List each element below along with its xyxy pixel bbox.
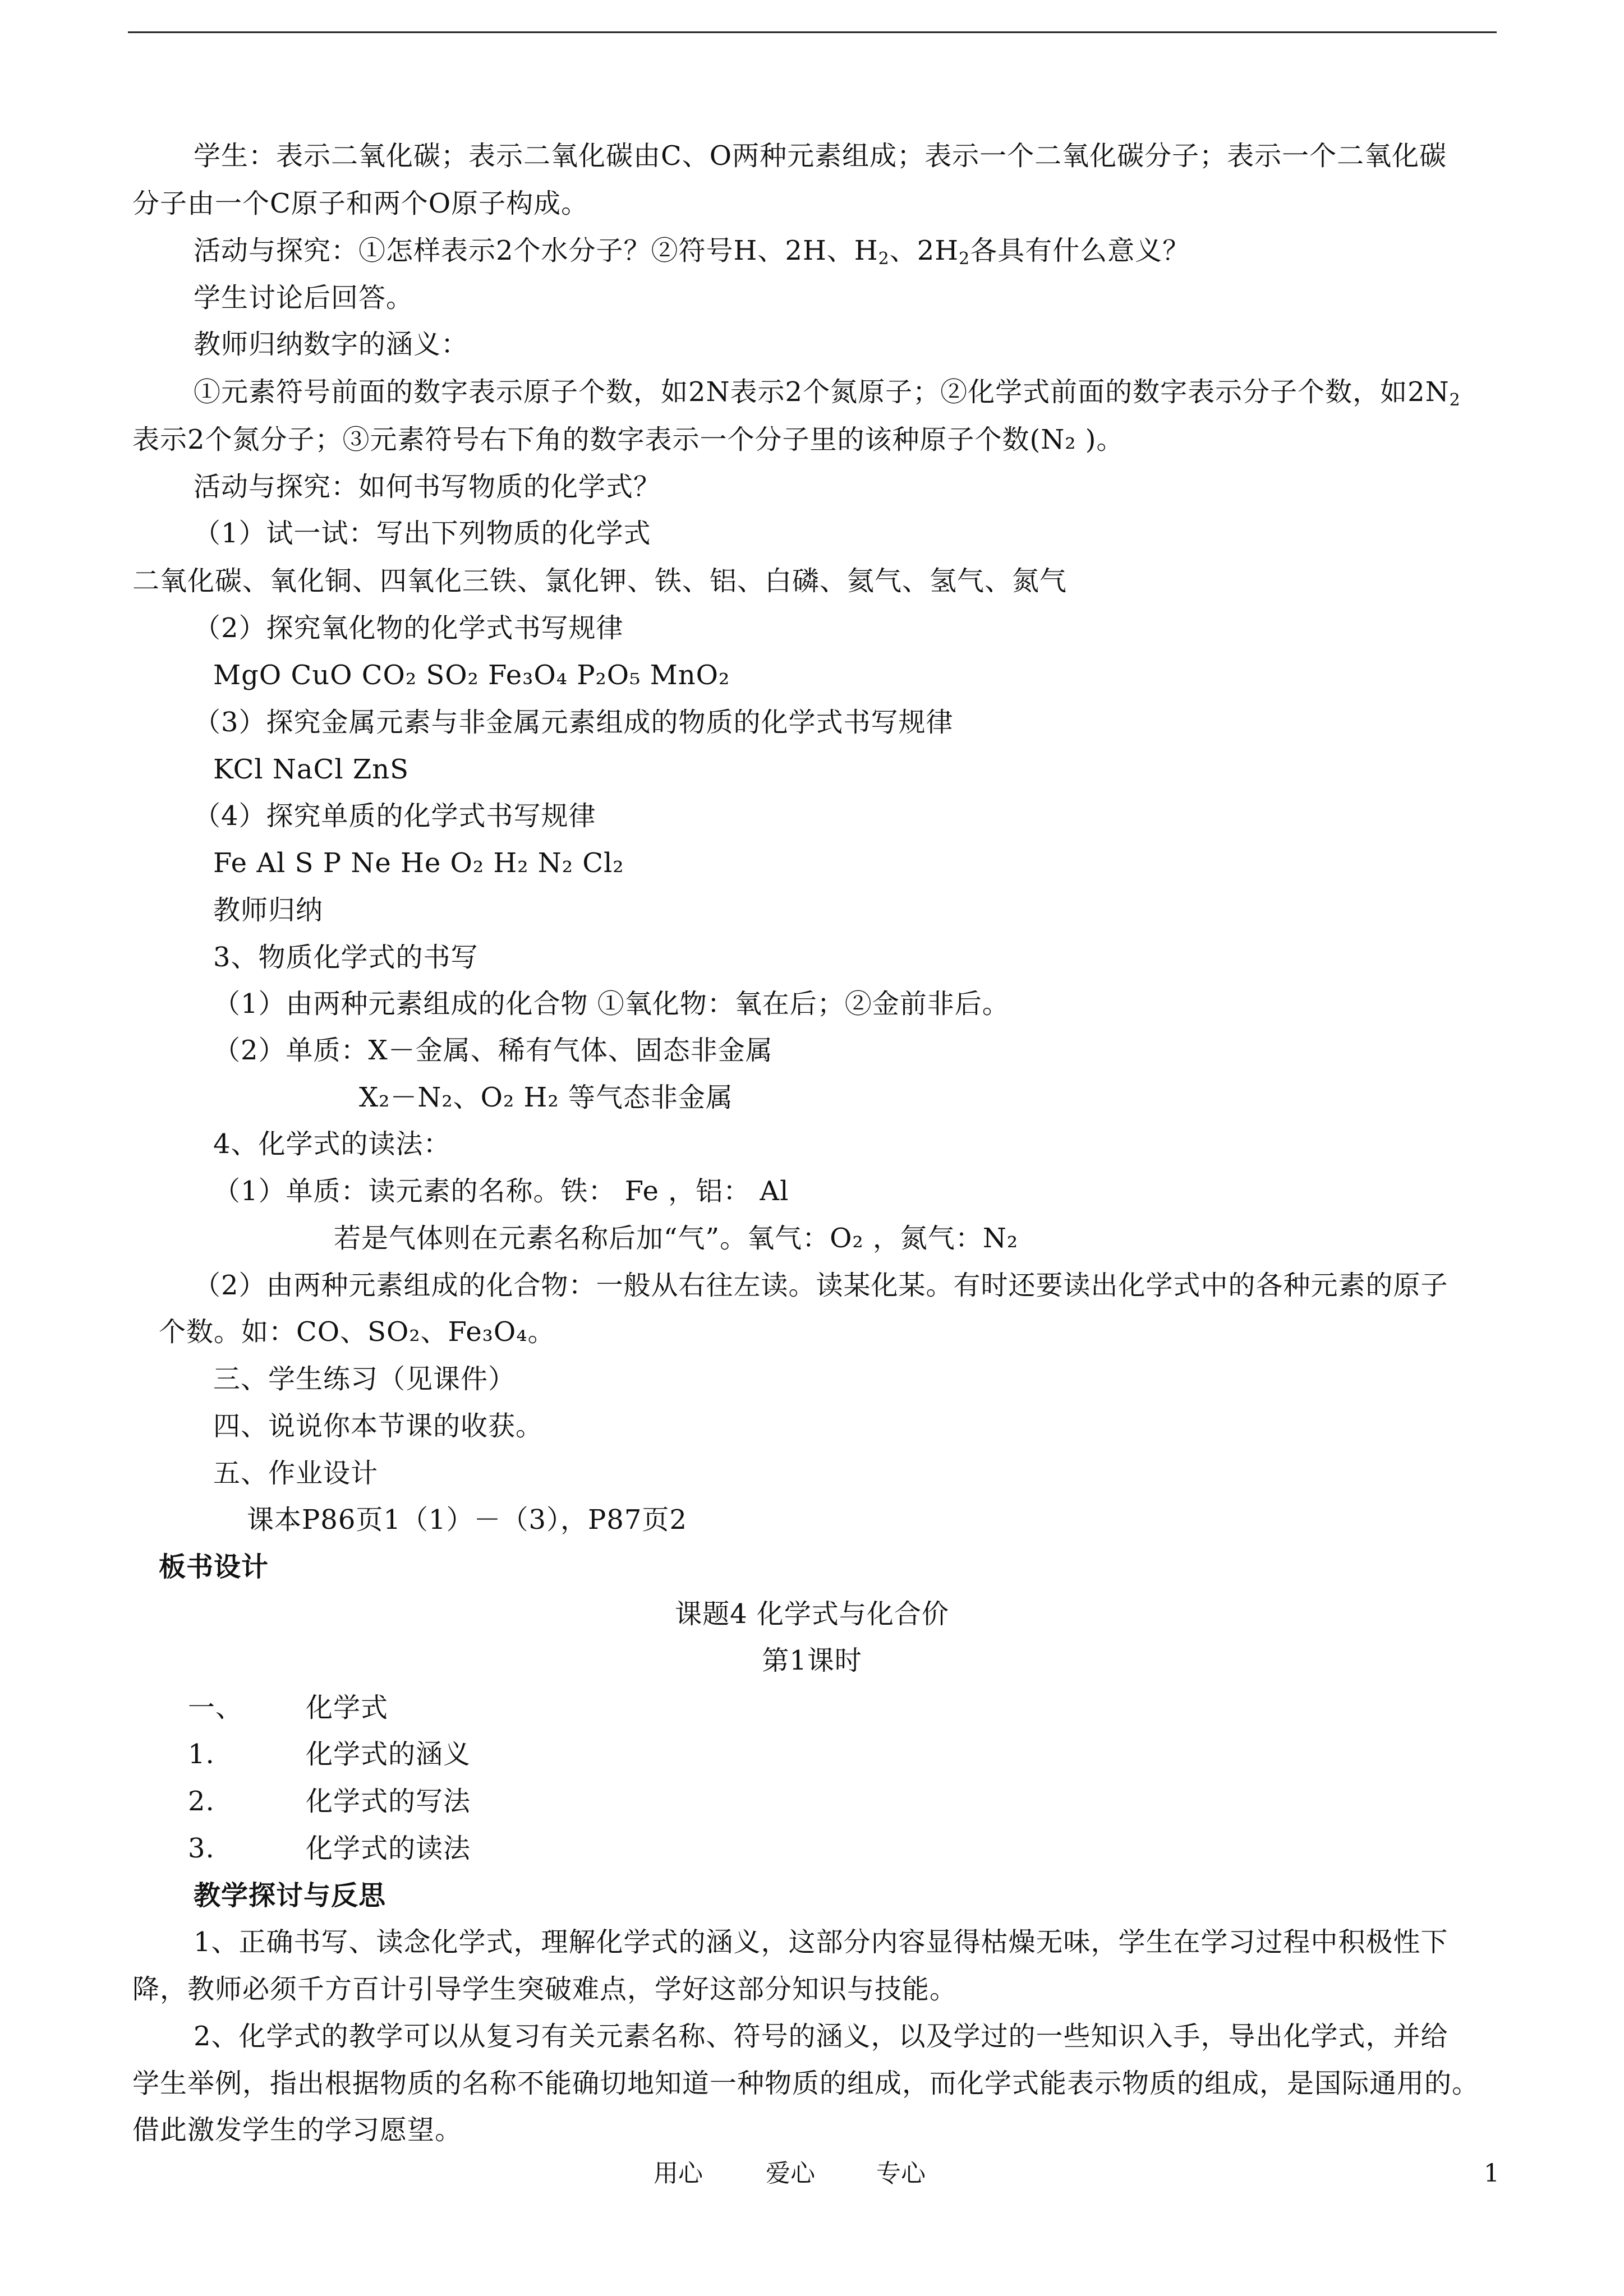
text-line: 1、正确书写、读念化学式，理解化学式的涵义，这部分内容显得枯燥无味，学生在学习过程中积极性下 (194, 1926, 1448, 1958)
outline-marker: 一、 (188, 1692, 243, 1723)
board-title: 课题4 化学式与化合价 (675, 1598, 949, 1630)
section-heading: 教学探讨与反思 (194, 1880, 387, 1911)
text-line (194, 375, 1461, 409)
section-heading: 板书设计 (159, 1551, 269, 1583)
footer-word: 专心 (876, 2159, 926, 2188)
text-line: 学生：表示二氧化碳；表示二氧化碳由C、O两种元素组成；表示一个二氧化碳分子；表示一个二氧化碳 (194, 140, 1447, 172)
text-span: ①元素符号前面的数字表示原子个数，如2N表示2个氮原子；②化学式前面的数字表示分子个数，如2N (194, 376, 1450, 408)
text-line: 3、物质化学式的书写 (213, 942, 479, 973)
text-line: 课本P86页1（1）－（3），P87页2 (247, 1504, 687, 1536)
text-line: （2）由两种元素组成的化合物：一般从右往左读。读某化某。有时还要读出化学式中的各种元素的原子 (194, 1270, 1448, 1301)
text-line: 活动与探究：如何书写物质的化学式？ (194, 471, 661, 502)
text-line: 若是气体则在元素名称后加“气”。氧气：O₂ ，氮气：N₂ (334, 1223, 1019, 1254)
outline-item: 化学式 (306, 1692, 389, 1723)
outline-marker: 3. (188, 1833, 215, 1864)
text-line: 表示2个氮分子；③元素符号右下角的数字表示一个分子里的该种原子个数(N₂ )。 (132, 424, 1124, 455)
outline-marker: 2. (188, 1786, 215, 1817)
text-line: （3）探究金属元素与非金属元素组成的物质的化学式书写规律 (194, 707, 954, 738)
text-line: 降，教师必须千方百计引导学生突破难点，学好这部分知识与技能。 (132, 1974, 958, 2005)
outline-item: 化学式的涵义 (306, 1739, 471, 1770)
text-line: （1）试一试：写出下列物质的化学式 (194, 518, 651, 549)
text-line: （4）探究单质的化学式书写规律 (194, 800, 596, 832)
subscript: 2 (959, 249, 970, 269)
footer-word: 爱心 (766, 2159, 815, 2188)
text-line: 二氧化碳、氧化铜、四氧化三铁、氯化钾、铁、铝、白磷、氦气、氢气、氮气 (132, 565, 1068, 597)
text-span: 、2H (889, 235, 959, 266)
text-line: （1）单质：读元素的名称。铁： Fe ，铝： Al (213, 1175, 789, 1207)
text-line: 五、作业设计 (213, 1458, 379, 1489)
formula-line: Fe Al S P Ne He O₂ H₂ N₂ Cl₂ (213, 847, 624, 879)
text-line: （1）由两种元素组成的化合物 ①氧化物：氧在后；②金前非后。 (213, 988, 1010, 1020)
outline-item: 化学式的写法 (306, 1786, 471, 1817)
subscript: 2 (878, 249, 890, 269)
outline-item: 化学式的读法 (306, 1833, 471, 1864)
text-line: （2）单质：X－金属、稀有气体、固态非金属 (213, 1035, 773, 1066)
page-number: 1 (1484, 2159, 1499, 2188)
text-span: 各具有什么意义？ (970, 235, 1190, 266)
board-subtitle: 第1课时 (762, 1645, 862, 1676)
text-line: 学生讨论后回答。 (194, 282, 414, 313)
formula-line: KCl NaCl ZnS (213, 754, 410, 785)
text-line: 2、化学式的教学可以从复习有关元素名称、符号的涵义，以及学过的一些知识入手，导出化学式，并给 (194, 2021, 1448, 2052)
text-line: （2）探究氧化物的化学式书写规律 (194, 612, 624, 644)
text-line: 学生举例，指出根据物质的名称不能确切地知道一种物质的组成，而化学式能表示物质的组成，是国际通用的。 (132, 2068, 1480, 2099)
subscript: 2 (1449, 390, 1461, 410)
outline-marker: 1. (188, 1739, 215, 1770)
text-line: 4、化学式的读法： (213, 1128, 451, 1160)
text-span: 活动与探究：①怎样表示2个水分子？②符号H、2H、H (194, 235, 878, 266)
text-line: 借此激发学生的学习愿望。 (132, 2114, 463, 2146)
text-line: 教师归纳 (213, 895, 324, 926)
text-line: 个数。如：CO、SO₂、Fe₃O₄。 (159, 1316, 555, 1348)
header-rule (128, 31, 1497, 33)
formula-line: X₂－N₂、O₂ H₂ 等气态非金属 (359, 1082, 733, 1113)
text-line: 四、说说你本节课的收获。 (213, 1410, 544, 1442)
text-line: 分子由一个C原子和两个O原子构成。 (132, 188, 589, 219)
text-line (194, 234, 1190, 268)
text-line: 教师归纳数字的涵义： (194, 329, 469, 360)
text-line: 三、学生练习（见课件） (213, 1363, 516, 1395)
formula-line: MgO CuO CO₂ SO₂ Fe₃O₄ P₂O₅ MnO₂ (213, 660, 730, 691)
footer-word: 用心 (654, 2159, 703, 2188)
